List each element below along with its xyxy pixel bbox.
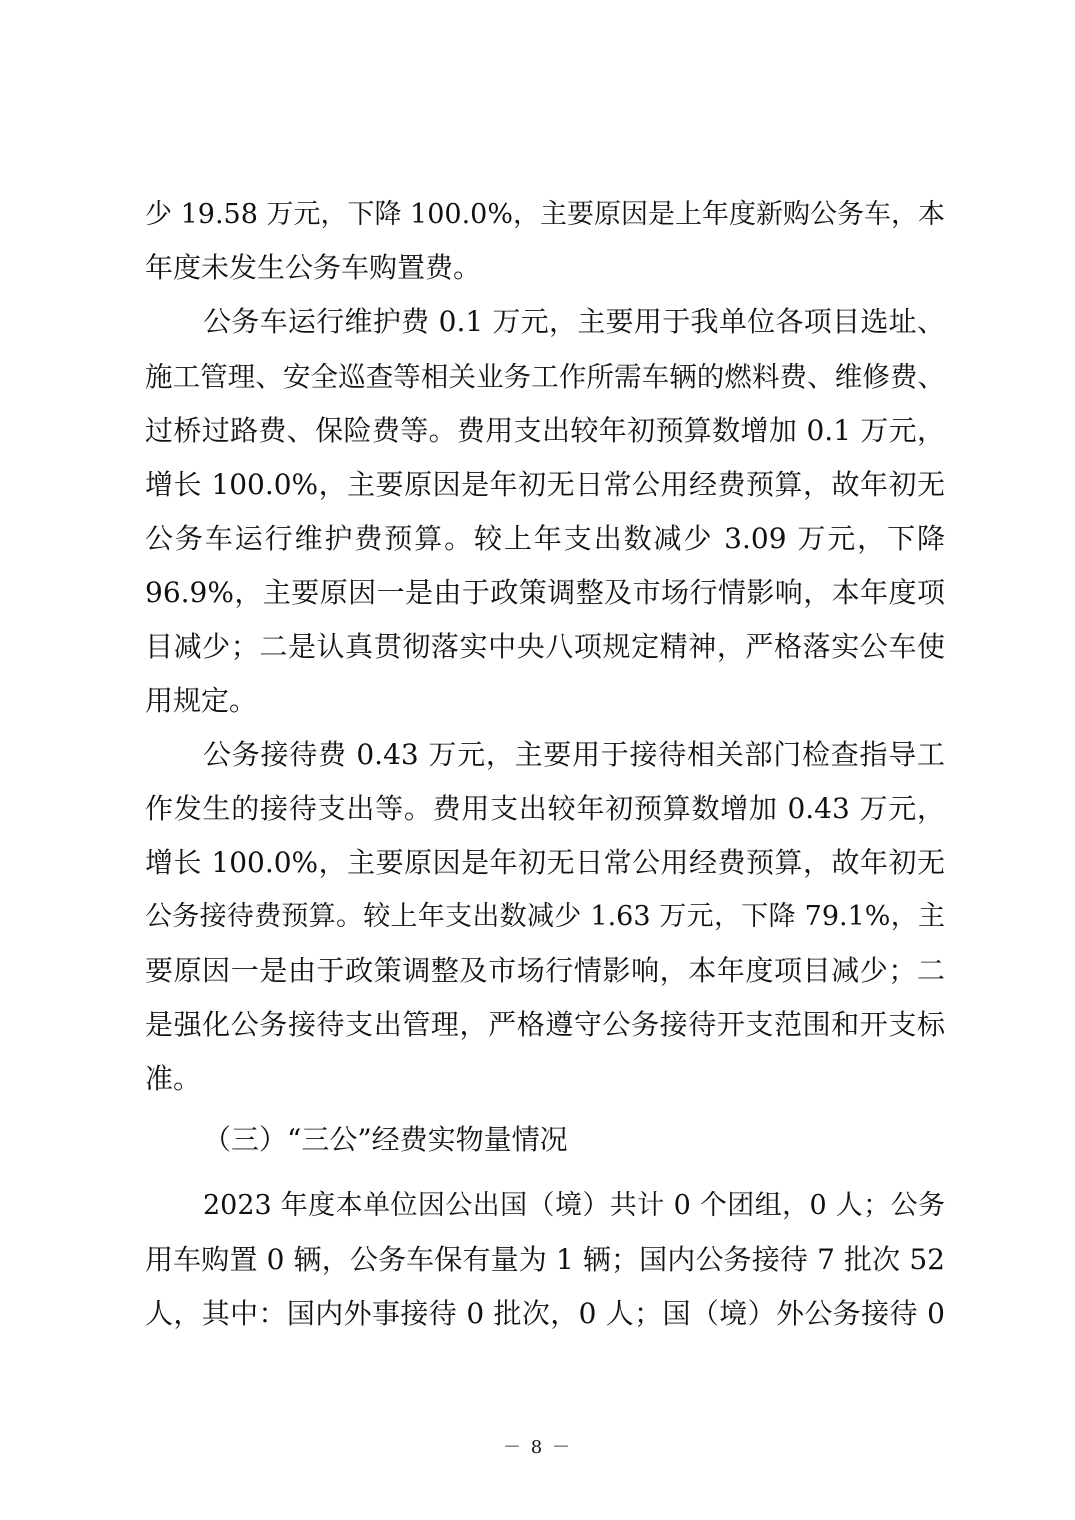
paragraph-line: 公务车运行维护费预算。较上年支出数减少 3.09 万元，下降: [145, 522, 945, 555]
paragraph-line: 少 19.58 万元，下降 100.0%，主要原因是上年度新购公务车，本: [145, 199, 945, 230]
paragraph-line: 用规定。: [145, 684, 258, 717]
paragraph-line: 作发生的接待支出等。费用支出较年初预算数增加 0.43 万元，: [145, 792, 945, 825]
paragraph-line: 施工管理、安全巡查等相关业务工作所需车辆的燃料费、维修费、: [145, 361, 945, 393]
paragraph-line: 准。: [145, 1062, 202, 1095]
paragraph-line: 2023 年度本单位因公出国（境）共计 0 个团组，0 人；公务: [203, 1190, 945, 1221]
paragraph-line: 公务接待费 0.43 万元，主要用于接待相关部门检查指导工: [203, 738, 945, 771]
paragraph-line: 96.9%，主要原因一是由于政策调整及市场行情影响，本年度项: [145, 576, 945, 609]
paragraph-line: 目减少；二是认真贯彻落实中央八项规定精神，严格落实公车使: [145, 630, 945, 663]
paragraph-line: 用车购置 0 辆，公务车保有量为 1 辆；国内公务接待 7 批次 52: [145, 1243, 945, 1276]
section-heading: （三）“三公”经费实物量情况: [203, 1123, 568, 1156]
paragraph-line: 人，其中：国内外事接待 0 批次，0 人；国（境）外公务接待 0: [145, 1297, 945, 1330]
paragraph-line: 增长 100.0%，主要原因是年初无日常公用经费预算，故年初无: [145, 468, 945, 501]
page-number: － 8 －: [503, 1437, 572, 1458]
paragraph-line: 过桥过路费、保险费等。费用支出较年初预算数增加 0.1 万元，: [145, 414, 945, 447]
paragraph-line: 增长 100.0%，主要原因是年初无日常公用经费预算，故年初无: [145, 846, 945, 879]
paragraph-line: 公务车运行维护费 0.1 万元，主要用于我单位各项目选址、: [203, 305, 945, 338]
paragraph-line: 要原因一是由于政策调整及市场行情影响，本年度项目减少；二: [145, 954, 945, 987]
paragraph-line: 公务接待费预算。较上年支出数减少 1.63 万元，下降 79.1%，主: [145, 901, 945, 932]
paragraph-line: 是强化公务接待支出管理，严格遵守公务接待开支范围和开支标: [145, 1008, 945, 1041]
paragraph-line: 年度未发生公务车购置费。: [145, 251, 482, 284]
